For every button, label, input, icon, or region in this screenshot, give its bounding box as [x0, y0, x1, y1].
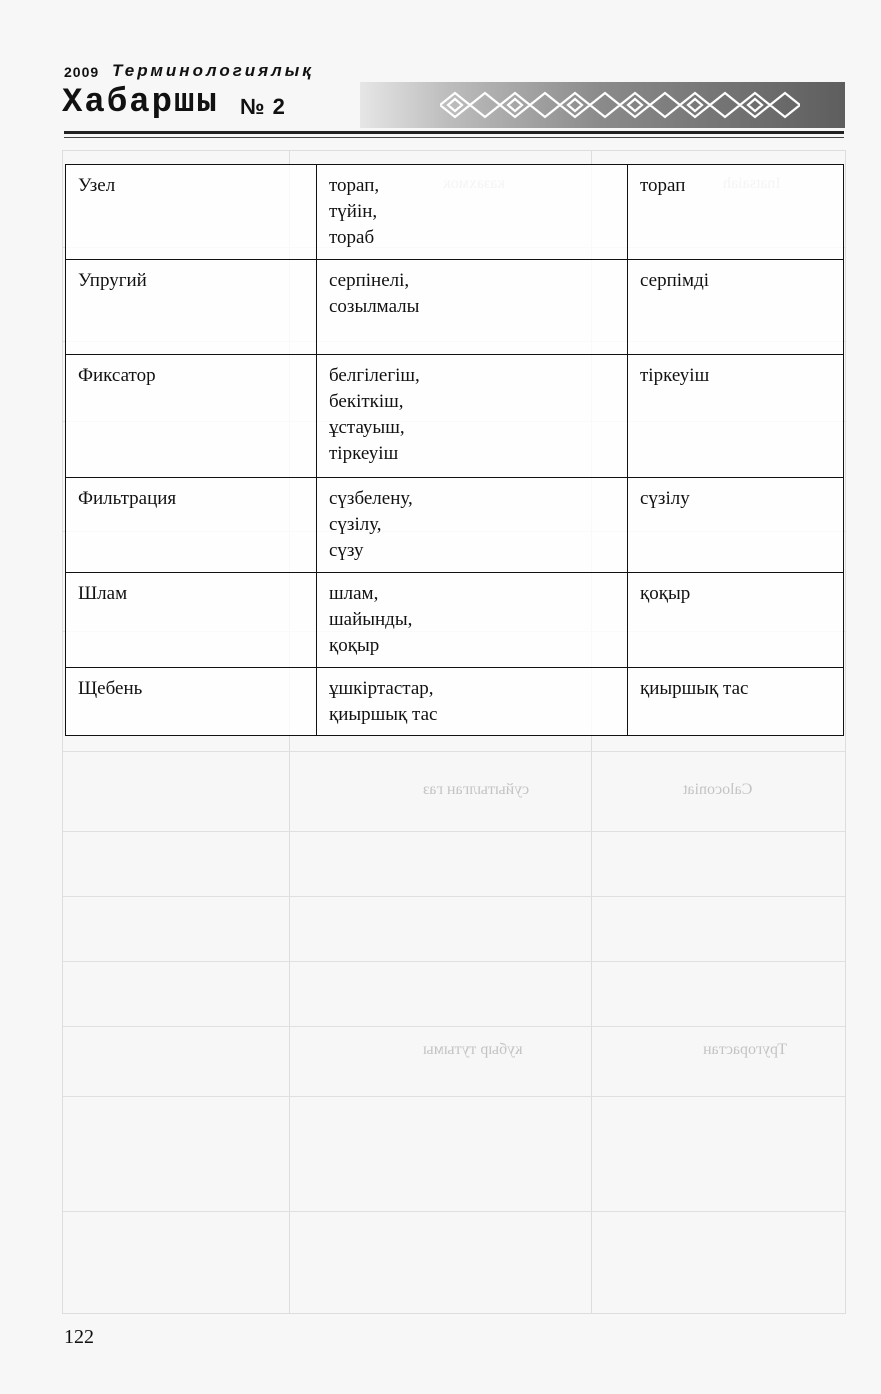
approved-term: тіркеуіш — [628, 355, 844, 478]
terms-table — [65, 164, 844, 736]
table-row — [66, 260, 844, 355]
approved-term: сүзілу — [628, 478, 844, 573]
approved-term: қоқыр — [628, 573, 844, 668]
kazakh-variants: ұшкіртастар, қиыршық тас — [317, 668, 628, 736]
header-subtitle: Терминологиялық — [112, 61, 314, 80]
ornament-pattern-icon — [440, 88, 800, 122]
kazakh-variants: белгілегіш, бекіткіш, ұстауыш, тіркеуіш — [317, 355, 628, 478]
russian-term: Упругий — [66, 260, 317, 355]
russian-term: Шлам — [66, 573, 317, 668]
kazakh-variants: сүзбелену, сүзілу, сүзу — [317, 478, 628, 573]
table-row — [66, 668, 844, 736]
kazakh-variants: серпінелі, созылмалы — [317, 260, 628, 355]
table-row — [66, 478, 844, 573]
russian-term: Фиксатор — [66, 355, 317, 478]
russian-term: Фильтрация — [66, 478, 317, 573]
table-row — [66, 355, 844, 478]
table-row — [66, 573, 844, 668]
ornament-band — [360, 82, 845, 128]
header-rule-thin — [64, 137, 844, 138]
kazakh-variants: шлам, шайынды, қоқыр — [317, 573, 628, 668]
approved-term: қиыршық тас — [628, 668, 844, 736]
issue-number: № 2 — [240, 94, 286, 119]
bleed-through-table: Caloconiat суйытылган газ Тругорастан кубыр тутымы — [62, 150, 846, 1314]
approved-term: торап — [628, 165, 844, 260]
russian-term: Узел — [66, 165, 317, 260]
kazakh-variants: торап, түйін, тораб — [317, 165, 628, 260]
journal-title: Хабаршы — [62, 84, 219, 122]
header-rule — [64, 131, 844, 134]
table-row — [66, 165, 844, 260]
approved-term: серпімді — [628, 260, 844, 355]
header-year: 2009 — [64, 64, 100, 80]
russian-term: Щебень — [66, 668, 317, 736]
page-number: 122 — [64, 1326, 94, 1348]
